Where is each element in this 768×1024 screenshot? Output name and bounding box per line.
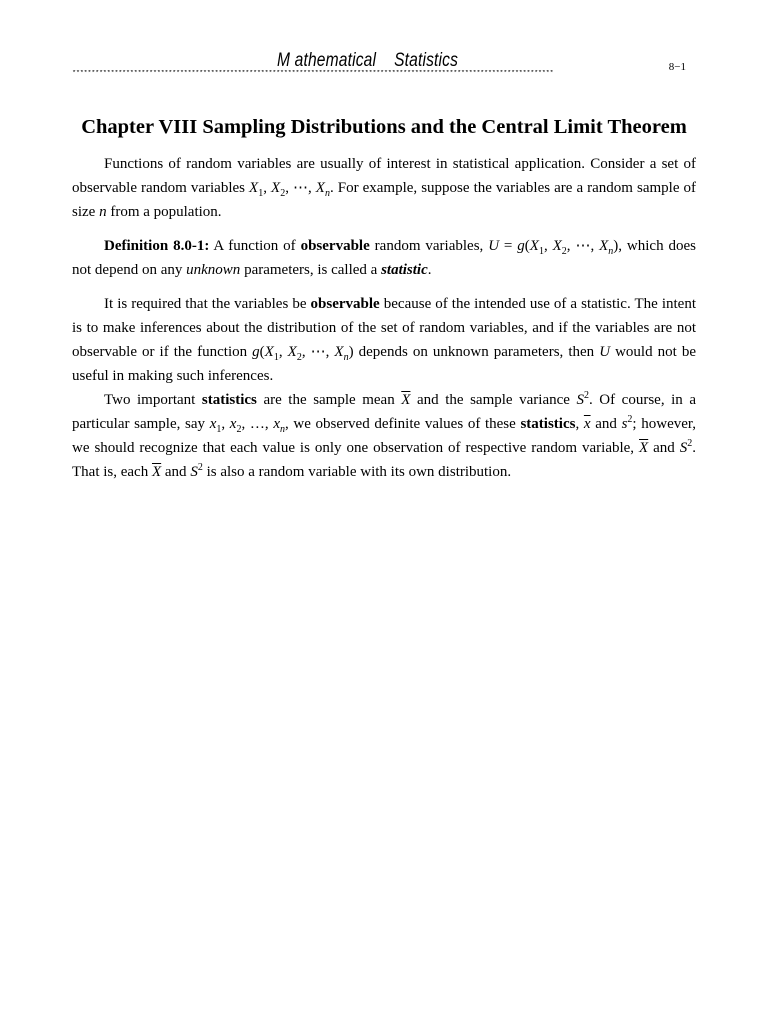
running-title: M athematical Statistics: [277, 50, 459, 71]
math-x-sequence: $X_1$, $X_2$, ⋯, $X_n$: [249, 180, 330, 199]
math-x-values: $x_1$, $x_2$, …, $x_n$: [209, 416, 285, 435]
statistic-term: statistic: [381, 262, 428, 278]
chapter-title: Chapter VIII Sampling Distributions and the Central Limit Theorem: [81, 116, 687, 138]
asterisk-divider: *****************************************************************************************************************************: [72, 70, 554, 78]
math-function-g: $g(X_1$, $X_2$, ⋯, $X_n$): [252, 344, 354, 363]
page-number: 8−1: [668, 61, 686, 73]
math-statistic-definition: $U = g(X_1$, $X_2$, ⋯, $X_n$): [488, 238, 619, 257]
sample-mean-symbol: $\overline{X}$: [401, 392, 411, 408]
body-text: [72, 152, 696, 484]
paragraph-intro: Functions of random variables are usually of interest in statistical application. Consider a set of observable random variables $X_1$, $X_2$, ⋯, $X_n$. For example, suppose the variables are a random sample of size n from a population.: [72, 156, 697, 220]
paragraph-observable: It is required that the variables be observable because of the intended use of a statistic. The intent is to make inferences about the distribution of the set of random variables, and if the variables are not observable or if the function $g(X_1$, $X_2$, ⋯, $X_n$) depends on unknown parameters, then U would not be useful in making such inferences.: [72, 296, 697, 384]
running-header: [72, 50, 696, 80]
paragraph-statistics: Two important statistics are the sample mean $\overline{X}$ and the sample variance $S^2$. Of course, in a particular sample, say $x_1$, $x_2$, …, $x_n$, we observed definite values of these statistics, $\overline{x}$ and $s^2$; however, we should recognize that each value is only one observation of respective random variable, $\overline{X}$ and $S^2$. That is, each $\overline{X}$ and $S^2$ is also a random variable with its own distribution.: [72, 390, 697, 480]
paragraph-definition: Definition 8.0-1: A function of observable random variables, $U = g(X_1$, $X_2$, ⋯, $X_n$), which does not depend on any unknown parameters, is called a statistic.: [72, 238, 696, 278]
definition-label: Definition 8.0-1:: [104, 238, 210, 254]
document-page: [72, 0, 696, 1024]
